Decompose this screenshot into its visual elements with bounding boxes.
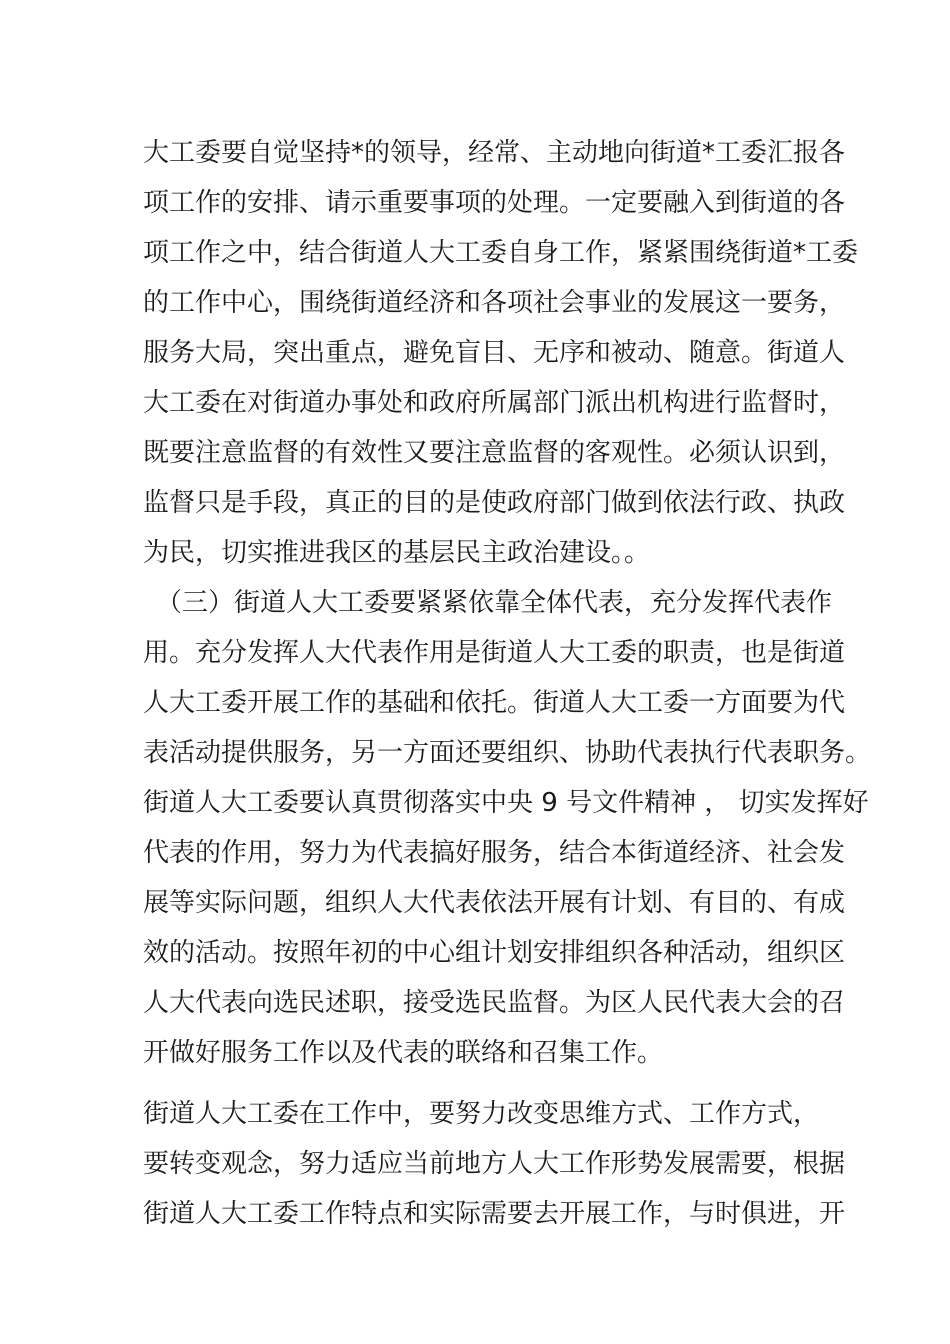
- text-line: 服务大局，突出重点，避免盲目、无序和被动、随意。街道人: [143, 338, 846, 368]
- paragraph-gap: [143, 1078, 823, 1089]
- text-line: 大工委在对街道办事处和政府所属部门派出机构进行监督时，: [143, 388, 846, 418]
- text-line: 展等实际问题，组织人大代表依法开展有计划、有目的、有成: [143, 888, 846, 918]
- text-line: 效的活动。按照年初的中心组计划安排组织各种活动，组织区: [143, 938, 846, 968]
- text-line: 既要注意监督的有效性又要注意监督的客观性。必须认识到，: [143, 438, 846, 468]
- text-line: 用。充分发挥人大代表作用是街道人大工委的职责，也是街道: [143, 638, 846, 668]
- text-line: 街道人大工委工作特点和实际需要去开展工作，与时俱进，开: [143, 1199, 846, 1229]
- body-text: [143, 128, 872, 1239]
- text-line: 大工委要自觉坚持*的领导，经常、主动地向街道*工委汇报各: [143, 138, 846, 168]
- text-line: 代表的作用，努力为代表搞好服务，结合本街道经济、社会发: [143, 838, 846, 868]
- text-line: （三）街道人大工委要紧紧依靠全体代表，充分发挥代表作: [143, 588, 833, 618]
- text-line: 项工作之中，结合街道人大工委自身工作，紧紧围绕街道*工委: [143, 238, 859, 268]
- text-line: 人大工委开展工作的基础和依托。街道人大工委一方面要为代: [143, 688, 846, 718]
- text-line: 开做好服务工作以及代表的联络和召集工作。: [143, 1038, 664, 1068]
- text-line: 表活动提供服务，另一方面还要组织、协助代表执行代表职务。: [143, 738, 872, 768]
- text-line: 街道人大工委在工作中，要努力改变思维方式、工作方式，: [143, 1099, 820, 1129]
- text-line: 为民，切实推进我区的基层民主政治建设。。: [143, 538, 651, 568]
- text-line: 要转变观念，努力适应当前地方人大工作形势发展需要，根据: [143, 1149, 846, 1179]
- text-line: 街道人大工委要认真贯彻落实中央 9 号文件精神 ， 切实发挥好: [143, 788, 869, 818]
- text-line: 人大代表向选民述职，接受选民监督。为区人民代表大会的召: [143, 988, 846, 1018]
- text-line: 监督只是手段，真正的目的是使政府部门做到依法行政、执政: [143, 488, 846, 518]
- text-line: 的工作中心，围绕街道经济和各项社会事业的发展这一要务，: [143, 288, 846, 318]
- text-line: 项工作的安排、请示重要事项的处理。一定要融入到街道的各: [143, 188, 846, 218]
